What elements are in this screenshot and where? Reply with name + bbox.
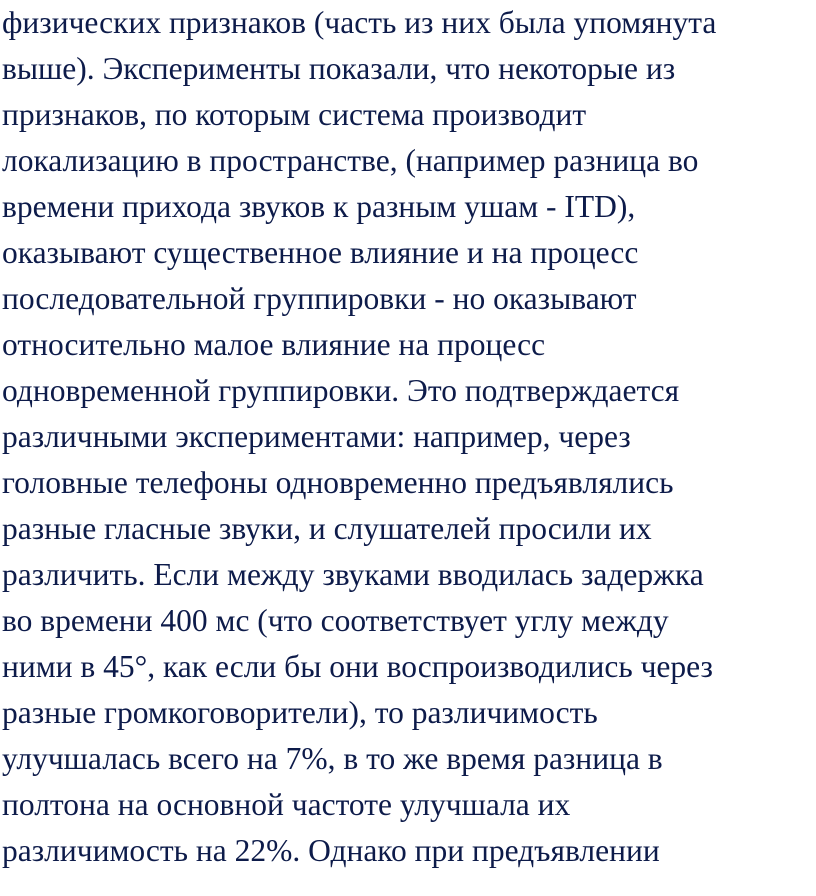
- text-line-9: одновременной группировки. Это подтверждается: [2, 373, 680, 408]
- text-line-10: различными экспериментами: например, через: [2, 419, 631, 454]
- text-line-11: головные телефоны одновременно предъявлялись: [2, 465, 674, 500]
- text-line-18: полтона на основной частоте улучшала их: [2, 787, 571, 822]
- text-line-4: локализацию в пространстве, (например разница во: [2, 143, 699, 178]
- text-line-17: улучшалась всего на 7%, в то же время разница в: [2, 741, 663, 776]
- text-line-16: разные громкоговорители), то различимость: [2, 695, 598, 730]
- text-line-5: времени прихода звуков к разным ушам - ITD),: [2, 189, 636, 224]
- body-text: [2, 0, 814, 874]
- text-line-8: относительно малое влияние на процесс: [2, 327, 546, 362]
- text-line-12: разные гласные звуки, и слушателей просили их: [2, 511, 652, 546]
- text-line-19: различимость на 22%. Однако при предъявлении: [2, 833, 660, 868]
- text-line-3: признаков, по которым система производит: [2, 97, 587, 132]
- text-line-1: физических признаков (часть из них была упомянута: [2, 5, 717, 40]
- text-line-6: оказывают существенное влияние и на процесс: [2, 235, 639, 270]
- text-line-7: последовательной группировки - но оказывают: [2, 281, 637, 316]
- text-line-2: выше). Эксперименты показали, что некоторые из: [2, 51, 676, 86]
- text-line-13: различить. Если между звуками вводилась задержка: [2, 557, 704, 592]
- text-line-14: во времени 400 мс (что соответствует углу между: [2, 603, 669, 638]
- text-line-15: ними в 45°, как если бы они воспроизводились через: [2, 649, 713, 684]
